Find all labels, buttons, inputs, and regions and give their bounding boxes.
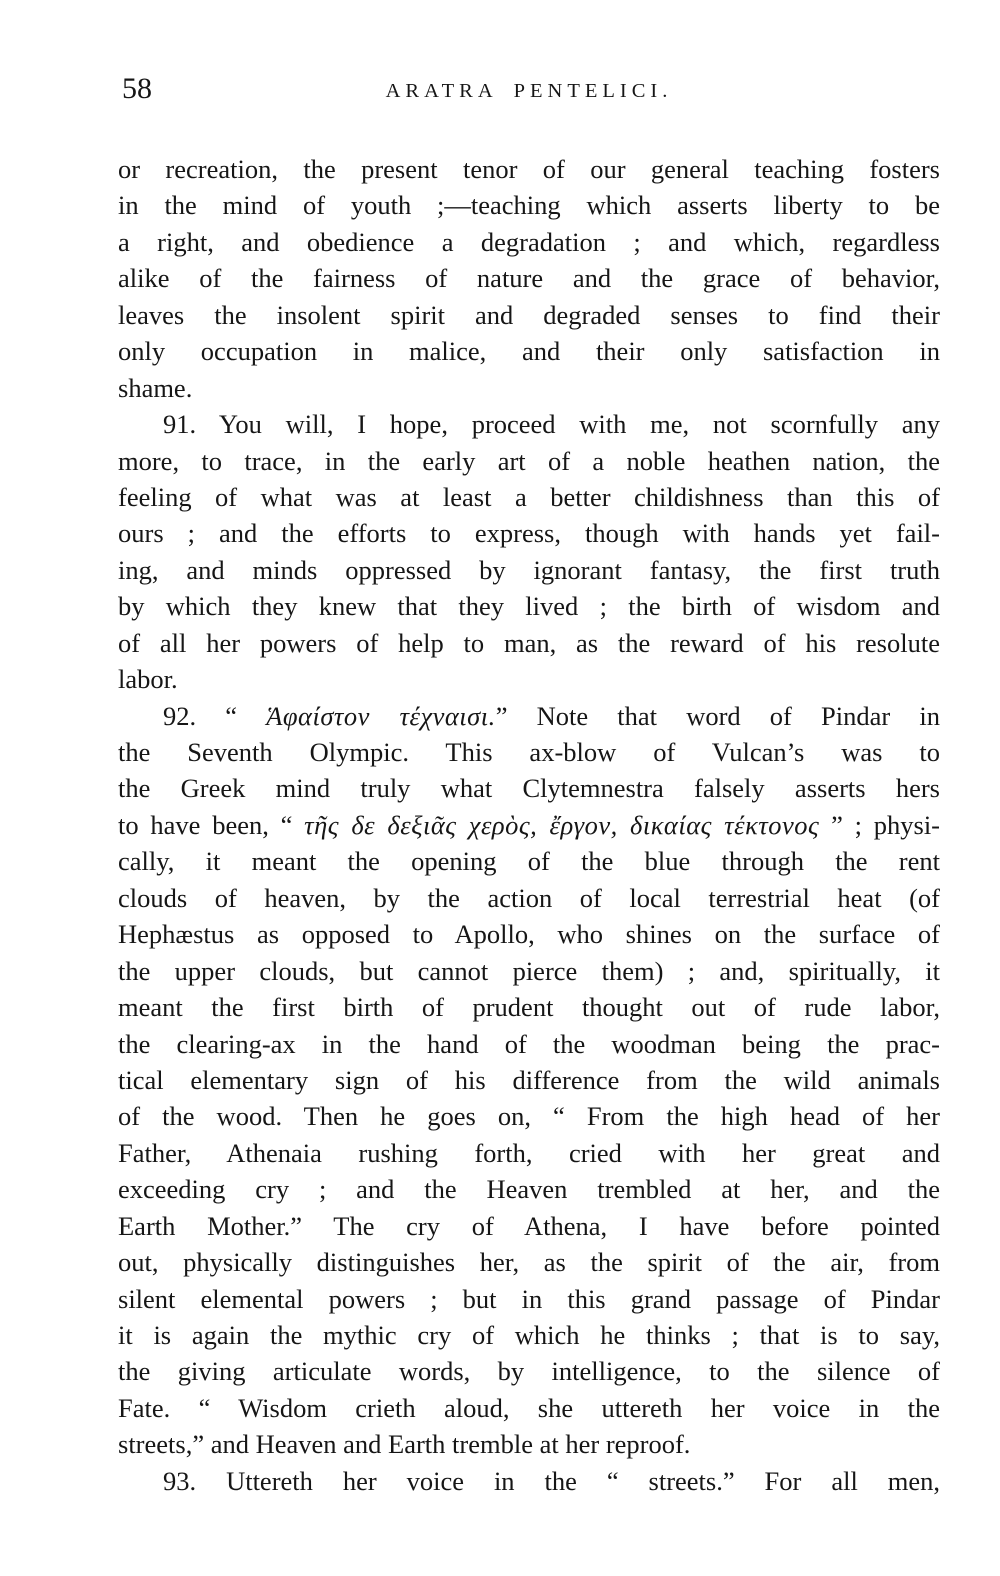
text-segment: the upper clouds, but cannot pierce them) ; and, spiritually, it bbox=[118, 955, 940, 986]
text-line bbox=[118, 625, 940, 661]
text-line bbox=[118, 224, 940, 260]
paragraph bbox=[118, 1463, 940, 1499]
text-segment: Father, Athenaia rushing forth, cried with her great and bbox=[118, 1137, 940, 1168]
text-line bbox=[118, 734, 940, 770]
text-line bbox=[118, 406, 940, 442]
text-segment: 91. You will, I hope, proceed with me, not scornfully any bbox=[163, 409, 940, 440]
text-line bbox=[118, 552, 940, 588]
text-line bbox=[118, 989, 940, 1025]
text-segment: exceeding cry ; and the Heaven trembled at her, and the bbox=[118, 1174, 940, 1205]
text-segment: Hephæstus as opposed to Apollo, who shines on the surface of bbox=[118, 919, 940, 950]
text-line bbox=[118, 1208, 940, 1244]
text-line bbox=[118, 770, 940, 806]
text-line bbox=[118, 1062, 940, 1098]
paragraph bbox=[118, 406, 940, 698]
text-line bbox=[118, 807, 940, 843]
text-segment: clouds of heaven, by the action of local terrestrial heat (of bbox=[118, 882, 940, 913]
text-segment: feeling of what was at least a better childishness than this of bbox=[118, 481, 940, 512]
text-line bbox=[118, 370, 940, 406]
text-line bbox=[118, 1135, 940, 1171]
text-segment: labor. bbox=[118, 664, 178, 695]
text-line bbox=[118, 1317, 940, 1353]
text-segment: it is again the mythic cry of which he thinks ; that is to say, bbox=[118, 1320, 940, 1350]
text-line bbox=[118, 1244, 940, 1280]
text-segment: ours ; and the efforts to express, though with hands yet fail- bbox=[118, 518, 940, 549]
text-segment: meant the first birth of prudent thought out of rude labor, bbox=[118, 992, 940, 1023]
text-line bbox=[118, 1171, 940, 1207]
text-line bbox=[118, 843, 940, 879]
text-line bbox=[118, 1026, 940, 1062]
text-segment: tical elementary sign of his difference from the wild animals bbox=[118, 1064, 940, 1095]
paragraph bbox=[118, 151, 940, 406]
text-line bbox=[118, 588, 940, 624]
text-line bbox=[118, 1463, 940, 1499]
text-segment: or recreation, the present tenor of our general teaching fosters bbox=[118, 154, 940, 184]
text-segment: only occupation in malice, and their only satisfaction in bbox=[118, 336, 940, 367]
text-segment: the Greek mind truly what Clytemnestra falsely asserts hers bbox=[118, 773, 940, 804]
page-header bbox=[118, 74, 940, 108]
text-segment: the giving articulate words, by intelligence, to the silence of bbox=[118, 1356, 940, 1387]
text-segment: to have been, “ bbox=[118, 809, 305, 840]
text-block bbox=[118, 151, 940, 1499]
text-line bbox=[118, 1098, 940, 1134]
text-segment: by which they knew that they lived ; the birth of wisdom and bbox=[118, 591, 940, 622]
paragraph bbox=[118, 698, 940, 1463]
text-line bbox=[118, 297, 940, 333]
text-segment: out, physically distinguishes her, as the spirit of the air, from bbox=[118, 1247, 940, 1278]
text-segment: silent elemental powers ; but in this grand passage of Pindar bbox=[118, 1283, 940, 1314]
text-segment: cally, it meant the opening of the blue through the rent bbox=[118, 846, 940, 877]
text-line bbox=[118, 880, 940, 916]
greek-text: Ἁφαίστον τέχναισι. bbox=[266, 700, 496, 731]
text-segment: ” ; physi- bbox=[819, 809, 940, 840]
text-line bbox=[118, 916, 940, 952]
text-segment: ing, and minds oppressed by ignorant fantasy, the first truth bbox=[118, 554, 940, 585]
text-line bbox=[118, 515, 940, 551]
text-line bbox=[118, 1390, 940, 1426]
text-line bbox=[118, 698, 940, 734]
text-segment: more, to trace, in the early art of a noble heathen nation, the bbox=[118, 445, 940, 476]
text-segment: shame. bbox=[118, 372, 193, 403]
running-title: ARATRA PENTELICI. bbox=[385, 80, 673, 102]
text-line bbox=[118, 333, 940, 369]
text-segment: of all her powers of help to man, as the reward of his resolute bbox=[118, 627, 940, 658]
text-line bbox=[118, 479, 940, 515]
text-segment: the Seventh Olympic. This ax-blow of Vulcan’s was to bbox=[118, 737, 940, 767]
text-segment: a right, and obedience a degradation ; and which, regardless bbox=[118, 226, 940, 257]
text-segment: 93. Uttereth her voice in the “ streets.” For all men, bbox=[163, 1465, 940, 1496]
page-number: 58 bbox=[122, 72, 152, 105]
text-line bbox=[118, 443, 940, 479]
text-line bbox=[118, 1353, 940, 1389]
text-line bbox=[118, 260, 940, 296]
text-segment: 92. “ bbox=[163, 700, 267, 731]
text-segment: the clearing-ax in the hand of the woodman being the prac- bbox=[118, 1028, 940, 1059]
text-segment: ” Note that word of Pindar in bbox=[495, 700, 940, 731]
text-line bbox=[118, 953, 940, 989]
text-line bbox=[118, 151, 940, 187]
text-line bbox=[118, 1281, 940, 1317]
text-segment: Earth Mother.” The cry of Athena, I have before pointed bbox=[118, 1210, 940, 1241]
text-segment: streets,” and Heaven and Earth tremble at her reproof. bbox=[118, 1429, 691, 1460]
text-segment: in the mind of youth ;—teaching which asserts liberty to be bbox=[118, 190, 940, 221]
text-line bbox=[118, 1426, 940, 1462]
text-segment: leaves the insolent spirit and degraded senses to find their bbox=[118, 299, 940, 330]
text-segment: Fate. “ Wisdom crieth aloud, she uttereth her voice in the bbox=[118, 1392, 940, 1423]
text-line bbox=[118, 187, 940, 223]
text-line bbox=[118, 661, 940, 697]
greek-text: τῆς δε δεξιᾶς χερὸς, ἔργον, δικαίας τέκτονος bbox=[304, 809, 820, 840]
text-segment: alike of the fairness of nature and the grace of behavior, bbox=[118, 263, 940, 294]
text-segment: of the wood. Then he goes on, “ From the high head of her bbox=[118, 1101, 940, 1132]
